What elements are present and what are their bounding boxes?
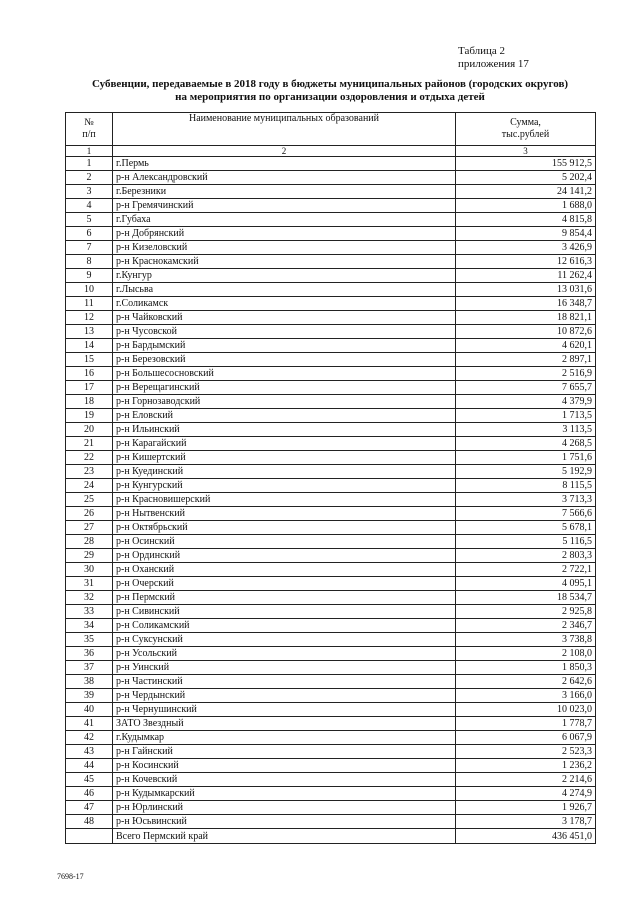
table-row bbox=[66, 619, 596, 633]
row-name: р-н Березовский bbox=[113, 353, 456, 367]
table-row bbox=[66, 661, 596, 675]
row-number: 20 bbox=[66, 423, 113, 437]
row-number: 5 bbox=[66, 213, 113, 227]
row-number: 39 bbox=[66, 689, 113, 703]
table-body bbox=[66, 157, 596, 829]
row-sum: 3 713,3 bbox=[456, 493, 596, 507]
title-line-2: на мероприятия по организации оздоровления и отдыха детей bbox=[175, 91, 485, 103]
row-name: р-н Краснокамский bbox=[113, 255, 456, 269]
row-number: 23 bbox=[66, 465, 113, 479]
table-row bbox=[66, 507, 596, 521]
row-name: р-н Осинский bbox=[113, 535, 456, 549]
table-row bbox=[66, 549, 596, 563]
row-number: 9 bbox=[66, 269, 113, 283]
table-row bbox=[66, 563, 596, 577]
row-number: 40 bbox=[66, 703, 113, 717]
total-sum: 436 451,0 bbox=[456, 829, 596, 844]
table-row bbox=[66, 269, 596, 283]
row-sum: 2 642,6 bbox=[456, 675, 596, 689]
row-number: 35 bbox=[66, 633, 113, 647]
row-number: 29 bbox=[66, 549, 113, 563]
row-number: 2 bbox=[66, 171, 113, 185]
row-number: 41 bbox=[66, 717, 113, 731]
row-number: 46 bbox=[66, 787, 113, 801]
table-row bbox=[66, 353, 596, 367]
table-row bbox=[66, 199, 596, 213]
row-name: р-н Нытвенский bbox=[113, 507, 456, 521]
row-sum: 1 688,0 bbox=[456, 199, 596, 213]
row-name: р-н Кунгурский bbox=[113, 479, 456, 493]
row-name: р-н Красновишерский bbox=[113, 493, 456, 507]
table-row bbox=[66, 773, 596, 787]
row-sum: 3 426,9 bbox=[456, 241, 596, 255]
row-sum: 18 821,1 bbox=[456, 311, 596, 325]
col-number-1: 1 bbox=[66, 146, 113, 157]
row-name: р-н Усольский bbox=[113, 647, 456, 661]
row-name: г.Лысьва bbox=[113, 283, 456, 297]
row-sum: 4 274,9 bbox=[456, 787, 596, 801]
table-row bbox=[66, 591, 596, 605]
row-sum: 12 616,3 bbox=[456, 255, 596, 269]
row-number: 1 bbox=[66, 157, 113, 171]
row-sum: 2 516,9 bbox=[456, 367, 596, 381]
row-name: р-н Добрянский bbox=[113, 227, 456, 241]
table-row bbox=[66, 255, 596, 269]
row-number: 31 bbox=[66, 577, 113, 591]
table-row bbox=[66, 717, 596, 731]
row-number: 32 bbox=[66, 591, 113, 605]
row-name: р-н Ординский bbox=[113, 549, 456, 563]
row-name: р-н Очерский bbox=[113, 577, 456, 591]
row-number: 33 bbox=[66, 605, 113, 619]
table-row bbox=[66, 465, 596, 479]
table-row bbox=[66, 213, 596, 227]
row-number: 24 bbox=[66, 479, 113, 493]
row-sum: 2 897,1 bbox=[456, 353, 596, 367]
row-number: 36 bbox=[66, 647, 113, 661]
row-sum: 4 095,1 bbox=[456, 577, 596, 591]
table-row bbox=[66, 227, 596, 241]
row-number: 14 bbox=[66, 339, 113, 353]
row-sum: 5 202,4 bbox=[456, 171, 596, 185]
document-title bbox=[70, 78, 590, 104]
table-row bbox=[66, 283, 596, 297]
table-row bbox=[66, 241, 596, 255]
row-name: р-н Кочевский bbox=[113, 773, 456, 787]
subsidies-table bbox=[65, 112, 596, 844]
row-name: р-н Суксунский bbox=[113, 633, 456, 647]
row-sum: 8 115,5 bbox=[456, 479, 596, 493]
row-name: г.Губаха bbox=[113, 213, 456, 227]
table-row bbox=[66, 311, 596, 325]
table-row bbox=[66, 297, 596, 311]
table-row bbox=[66, 633, 596, 647]
total-row bbox=[66, 829, 596, 844]
row-name: р-н Чусовской bbox=[113, 325, 456, 339]
row-sum: 16 348,7 bbox=[456, 297, 596, 311]
row-number: 21 bbox=[66, 437, 113, 451]
row-name: р-н Косинский bbox=[113, 759, 456, 773]
table-row bbox=[66, 647, 596, 661]
row-name: р-н Большесосновский bbox=[113, 367, 456, 381]
row-name: р-н Сивинский bbox=[113, 605, 456, 619]
table-row bbox=[66, 437, 596, 451]
total-label: Всего Пермский край bbox=[113, 829, 456, 844]
row-name: р-н Карагайский bbox=[113, 437, 456, 451]
table-row bbox=[66, 535, 596, 549]
row-number: 12 bbox=[66, 311, 113, 325]
row-sum: 4 268,5 bbox=[456, 437, 596, 451]
row-name: р-н Чернушинский bbox=[113, 703, 456, 717]
table-row bbox=[66, 675, 596, 689]
row-number: 37 bbox=[66, 661, 113, 675]
row-sum: 7 655,7 bbox=[456, 381, 596, 395]
table-row bbox=[66, 325, 596, 339]
row-name: р-н Чердынский bbox=[113, 689, 456, 703]
row-sum: 1 850,3 bbox=[456, 661, 596, 675]
row-number: 3 bbox=[66, 185, 113, 199]
total-num-cell bbox=[66, 829, 113, 844]
col-number-2: 2 bbox=[113, 146, 456, 157]
table-row bbox=[66, 395, 596, 409]
row-sum: 1 926,7 bbox=[456, 801, 596, 815]
row-sum: 18 534,7 bbox=[456, 591, 596, 605]
row-name: р-н Частинский bbox=[113, 675, 456, 689]
row-name: р-н Бардымский bbox=[113, 339, 456, 353]
header-num: № п/п bbox=[66, 113, 113, 146]
row-name: р-н Кишертский bbox=[113, 451, 456, 465]
table-row bbox=[66, 605, 596, 619]
row-sum: 2 346,7 bbox=[456, 619, 596, 633]
row-sum: 2 722,1 bbox=[456, 563, 596, 577]
row-number: 47 bbox=[66, 801, 113, 815]
header-sum: Сумма, тыс.рублей bbox=[456, 113, 596, 146]
row-number: 15 bbox=[66, 353, 113, 367]
row-name: г.Кудымкар bbox=[113, 731, 456, 745]
row-number: 45 bbox=[66, 773, 113, 787]
row-number: 28 bbox=[66, 535, 113, 549]
table-row bbox=[66, 759, 596, 773]
row-number: 16 bbox=[66, 367, 113, 381]
row-sum: 5 678,1 bbox=[456, 521, 596, 535]
row-number: 38 bbox=[66, 675, 113, 689]
row-number: 25 bbox=[66, 493, 113, 507]
table-row bbox=[66, 745, 596, 759]
row-name: р-н Оханский bbox=[113, 563, 456, 577]
row-sum: 9 854,4 bbox=[456, 227, 596, 241]
row-number: 17 bbox=[66, 381, 113, 395]
row-sum: 2 925,8 bbox=[456, 605, 596, 619]
row-number: 11 bbox=[66, 297, 113, 311]
table-row bbox=[66, 787, 596, 801]
row-name: р-н Уинский bbox=[113, 661, 456, 675]
row-name: р-н Чайковский bbox=[113, 311, 456, 325]
row-number: 27 bbox=[66, 521, 113, 535]
row-name: р-н Юсьвинский bbox=[113, 815, 456, 829]
row-name: г.Березники bbox=[113, 185, 456, 199]
row-name: р-н Гремячинский bbox=[113, 199, 456, 213]
table-row bbox=[66, 409, 596, 423]
table-row bbox=[66, 367, 596, 381]
row-number: 6 bbox=[66, 227, 113, 241]
row-sum: 4 815,8 bbox=[456, 213, 596, 227]
row-sum: 1 236,2 bbox=[456, 759, 596, 773]
caption-line-1: Таблица 2 bbox=[458, 45, 506, 57]
row-name: р-н Кизеловский bbox=[113, 241, 456, 255]
row-sum: 3 113,5 bbox=[456, 423, 596, 437]
row-sum: 5 192,9 bbox=[456, 465, 596, 479]
row-name: г.Пермь bbox=[113, 157, 456, 171]
row-name: р-н Горнозаводский bbox=[113, 395, 456, 409]
title-line-1: Субвенции, передаваемые в 2018 году в бюджеты муниципальных районов (городских округов) bbox=[91, 78, 569, 90]
row-number: 22 bbox=[66, 451, 113, 465]
row-number: 43 bbox=[66, 745, 113, 759]
row-number: 7 bbox=[66, 241, 113, 255]
row-number: 13 bbox=[66, 325, 113, 339]
row-number: 44 bbox=[66, 759, 113, 773]
row-number: 42 bbox=[66, 731, 113, 745]
table-row bbox=[66, 493, 596, 507]
table-row bbox=[66, 577, 596, 591]
table-row bbox=[66, 479, 596, 493]
document-code: 7698-17 bbox=[57, 872, 84, 881]
table-row bbox=[66, 521, 596, 535]
row-sum: 2 523,3 bbox=[456, 745, 596, 759]
row-name: р-н Пермский bbox=[113, 591, 456, 605]
table-caption bbox=[458, 45, 529, 71]
row-name: р-н Юрлинский bbox=[113, 801, 456, 815]
row-sum: 7 566,6 bbox=[456, 507, 596, 521]
row-sum: 155 912,5 bbox=[456, 157, 596, 171]
row-sum: 2 108,0 bbox=[456, 647, 596, 661]
table-row bbox=[66, 689, 596, 703]
row-name: р-н Гайнский bbox=[113, 745, 456, 759]
row-sum: 10 023,0 bbox=[456, 703, 596, 717]
row-name: р-н Ильинский bbox=[113, 423, 456, 437]
row-sum: 2 803,3 bbox=[456, 549, 596, 563]
row-number: 30 bbox=[66, 563, 113, 577]
row-name: р-н Верещагинский bbox=[113, 381, 456, 395]
row-sum: 6 067,9 bbox=[456, 731, 596, 745]
row-sum: 10 872,6 bbox=[456, 325, 596, 339]
row-name: р-н Кудымкарский bbox=[113, 787, 456, 801]
table-row bbox=[66, 157, 596, 171]
row-number: 48 bbox=[66, 815, 113, 829]
row-sum: 13 031,6 bbox=[456, 283, 596, 297]
row-number: 19 bbox=[66, 409, 113, 423]
row-name: р-н Александровский bbox=[113, 171, 456, 185]
table-row bbox=[66, 801, 596, 815]
caption-line-2: приложения 17 bbox=[458, 58, 529, 70]
row-sum: 1 778,7 bbox=[456, 717, 596, 731]
row-name: р-н Куединский bbox=[113, 465, 456, 479]
row-sum: 4 379,9 bbox=[456, 395, 596, 409]
row-sum: 3 738,8 bbox=[456, 633, 596, 647]
table-row bbox=[66, 703, 596, 717]
table-row bbox=[66, 731, 596, 745]
row-name: г.Соликамск bbox=[113, 297, 456, 311]
table-row bbox=[66, 339, 596, 353]
row-sum: 24 141,2 bbox=[456, 185, 596, 199]
row-number: 10 bbox=[66, 283, 113, 297]
row-sum: 3 178,7 bbox=[456, 815, 596, 829]
row-sum: 1 713,5 bbox=[456, 409, 596, 423]
row-sum: 1 751,6 bbox=[456, 451, 596, 465]
row-name: ЗАТО Звездный bbox=[113, 717, 456, 731]
row-name: р-н Соликамский bbox=[113, 619, 456, 633]
table-row bbox=[66, 451, 596, 465]
row-number: 26 bbox=[66, 507, 113, 521]
row-name: р-н Еловский bbox=[113, 409, 456, 423]
row-sum: 2 214,6 bbox=[456, 773, 596, 787]
row-number: 8 bbox=[66, 255, 113, 269]
row-sum: 11 262,4 bbox=[456, 269, 596, 283]
row-sum: 3 166,0 bbox=[456, 689, 596, 703]
table-row bbox=[66, 185, 596, 199]
row-number: 4 bbox=[66, 199, 113, 213]
table-row bbox=[66, 381, 596, 395]
table-row bbox=[66, 171, 596, 185]
row-sum: 5 116,5 bbox=[456, 535, 596, 549]
table-row bbox=[66, 815, 596, 829]
row-name: г.Кунгур bbox=[113, 269, 456, 283]
row-number: 18 bbox=[66, 395, 113, 409]
table-row bbox=[66, 423, 596, 437]
header-name: Наименование муниципальных образований bbox=[113, 113, 456, 146]
row-sum: 4 620,1 bbox=[456, 339, 596, 353]
row-number: 34 bbox=[66, 619, 113, 633]
col-number-3: 3 bbox=[456, 146, 596, 157]
row-name: р-н Октябрьский bbox=[113, 521, 456, 535]
